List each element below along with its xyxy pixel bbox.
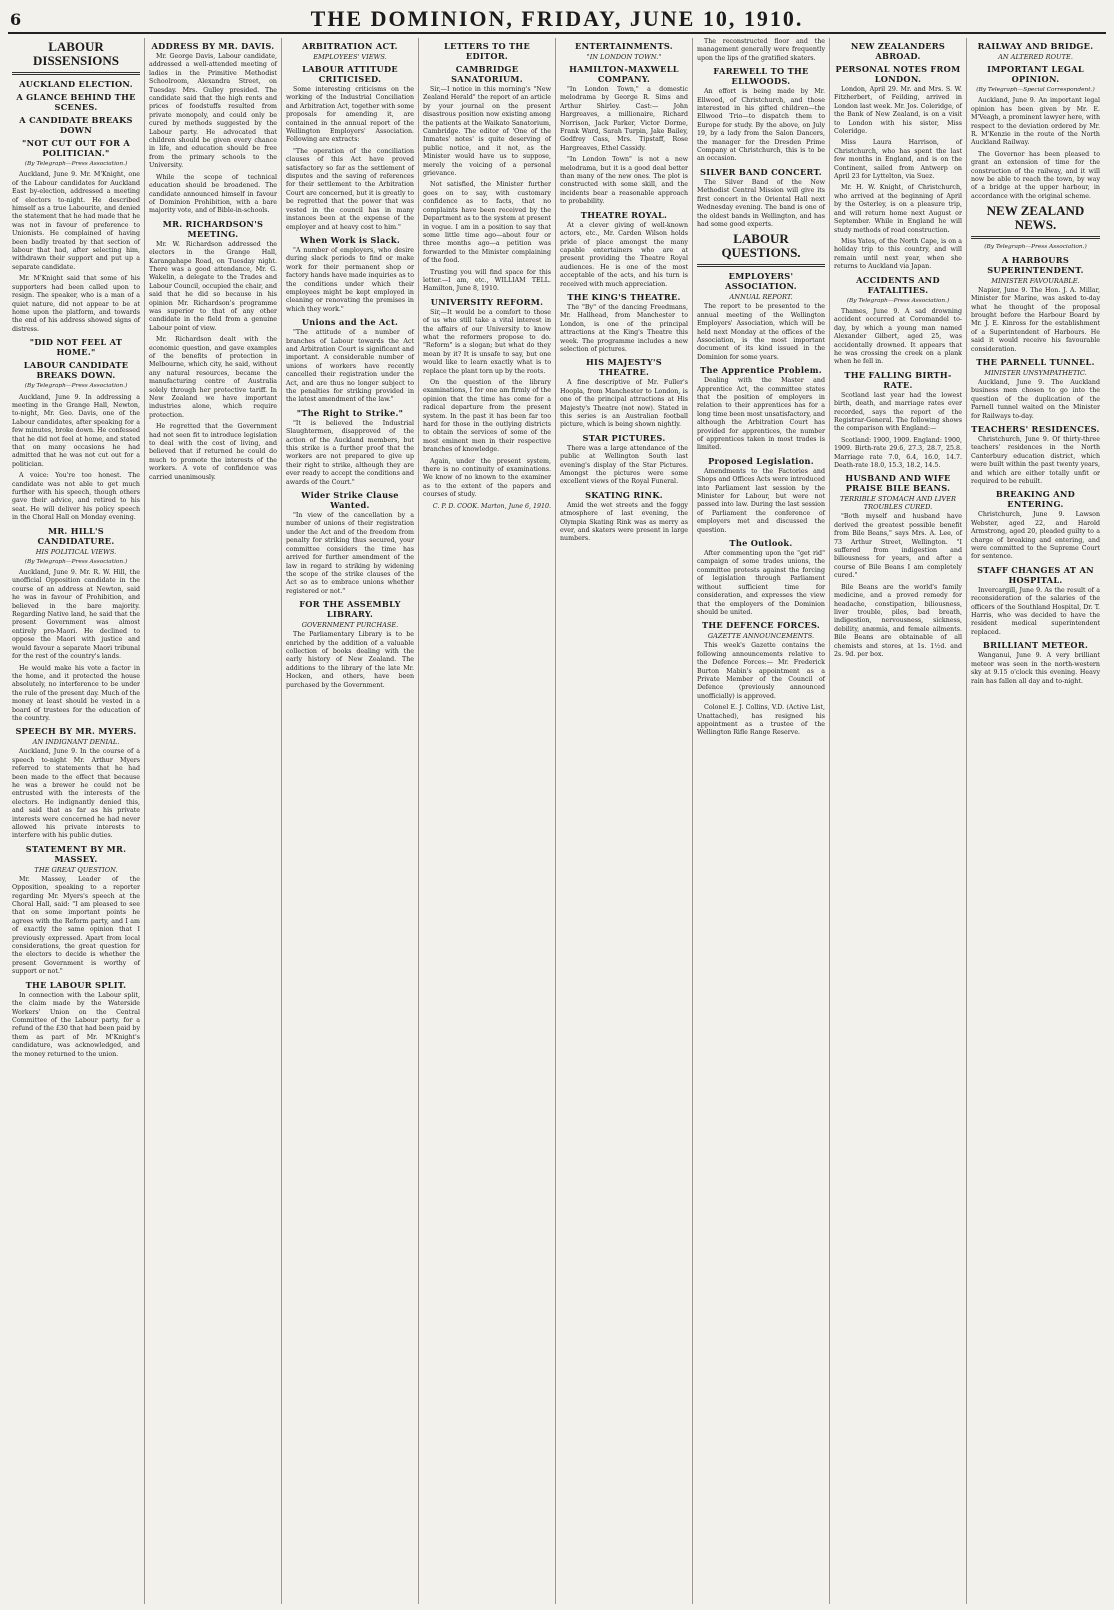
article-headline: ACCIDENTS AND FATALITIES.	[856, 274, 940, 295]
article-headline: A HARBOURS SUPERINTENDENT.	[987, 254, 1084, 275]
article-headline: SKATING RINK.	[585, 489, 663, 500]
article-headline: LETTERS TO THE EDITOR.	[443, 41, 531, 61]
article-paragraph: Auckland, June 9. In the course of a speech to-night Mr. Arthur Myers referred to statements that he had been made to the effect that because he was a brewer he could not be entrusted with the interests of the electors. He indignantly denied this, and said that as far as his private interests were concerned he had never allowed his private interests to interfere with his public duties.	[12, 748, 140, 840]
article-headline: When Work is Slack.	[299, 234, 401, 245]
article-headline: THE LABOUR SPLIT.	[25, 979, 127, 990]
article-paragraph: Mr. W. Richardson addressed the electors in the Grange Hall, Karangahape Road, on Tuesday night. There was a good attendance, Mr. G. Wakelin, a delegate to the Trades and Labour Council, occupied the chair, and said that he did so because in his opinion Mr. Richardson's programme was superior to that of any other candidate in the field from a genuine Labour point of view.	[149, 240, 277, 332]
article-paragraph: Sir,—It would be a comfort to those of us who still take a vital interest in the affairs of our University to know what the reformers propose to do. "Reform" is a slogan; but what do they mean by it? It is unsafe to say, but one would like to learn exactly what is to replace the plant torn up by the roots.	[423, 308, 551, 375]
article-paragraph: Thames, June 9. A sad drowning accident occurred at Coromandel to-day, by which a young man named Alexander Gilbert, aged 25, was accidentally drowned. It appears that he was crossing the creek on a plank when he fell in.	[834, 307, 962, 366]
article-paragraph: The Silver Band of the New Methodist Central Mission will give its first concert in the Oriental Hall next Wednesday evening. The band is one of the oldest bands in Wellington, and has had some good experts.	[697, 178, 825, 228]
column-4	[419, 38, 556, 1604]
article-headline: PERSONAL NOTES FROM LONDON.	[835, 64, 961, 84]
article-headline: LABOUR ATTITUDE CRITICISED.	[302, 64, 398, 84]
article-headline: The Outlook.	[729, 538, 793, 549]
article-paragraph: On the question of the library examinations, I for one am firmly of the opinion that the time has come for a radical departure from the present system. In the past it has been far too hard for those in the outlying districts to obtain the services of some of the most eminent men in their respective branches of knowledge.	[423, 379, 551, 454]
article-paragraph: Auckland, June 9. The Auckland business men chosen to go into the question of the duplication of the Parnell tunnel waited on the Minister for Railways to-day.	[971, 378, 1100, 420]
column-1	[8, 38, 145, 1604]
article-headline: SPEECH BY MR. MYERS.	[15, 726, 137, 737]
section-banner: LABOUR QUESTIONS.	[721, 231, 801, 261]
divider	[12, 72, 140, 75]
article-headline: "NOT CUT OUT FOR A POLITICIAN."	[22, 138, 130, 158]
letter-signature: C. P. D. COOK. Marton, June 6, 1910.	[432, 502, 551, 510]
article-paragraph: Some interesting criticisms on the working of the Industrial Conciliation and Arbitration Act, together with some proposals for amending it, are contained in the annual report of the Wellington Employers' Association. Following are extracts:	[286, 86, 414, 144]
column-7	[830, 38, 967, 1604]
article-subheadline: ANNUAL REPORT.	[729, 293, 793, 302]
article-headline: STAR PICTURES.	[582, 432, 666, 443]
article-paragraph: This week's Gazette contains the following announcements relative to the Defence Forces:— Mr. Frederick Burton Mabin's appointment as a Private Member of the Council of Defence (previously announced unofficially) is approved.	[697, 642, 825, 700]
article-byline: (By Telegraph—Press Association.)	[846, 297, 950, 304]
article-headline: THE DEFENCE FORCES.	[701, 620, 821, 631]
article-headline: MR. RICHARDSON'S MEETING.	[162, 218, 264, 239]
article-headline: A CANDIDATE BREAKS DOWN	[19, 115, 133, 135]
article-byline: (By Telegraph—Press Association.)	[24, 161, 128, 167]
article-paragraph: Mr. George Davis, Labour candidate, addressed a well-attended meeting of ladies in the Primitive Methodist Schoolroom, Alexandra Street, on Tuesday. Mrs. Gulley presided. The candidate said that the high rents and prices of foodstuffs resulted from private monopoly, and could only be cured by methods suggested by the Labour party. He advocated that children should be given every chance in life, and education should be free from the primary schools to the University.	[149, 53, 277, 170]
article-headline: STAFF CHANGES AT AN HOSPITAL.	[977, 564, 1094, 585]
article-paragraph: Trusting you will find space for this letter.—I am, etc., WILLIAM TELL. Hamilton, June 8, 1910.	[423, 268, 551, 293]
article-subheadline: "IN LONDON TOWN."	[586, 53, 662, 61]
article-subheadline: AN ALTERED ROUTE.	[998, 53, 1073, 61]
article-paragraph: Scotland: 1900, 1909. England: 1900, 1909. Birth-rate 29.6, 27.3, 28.7, 25.8. Marriage rate 7.0, 6.4, 16.0, 14.7. Death-rate 18.0, 15.3, 18.2, 14.5.	[834, 436, 962, 470]
article-headline: HIS MAJESTY'S THEATRE.	[585, 357, 663, 378]
article-paragraph: Napier, June 9. The Hon. J. A. Millar, Minister for Marine, was asked to-day what he thought of the proposal brought before the Harbour Board by Mr. J. E. Kinross for the establishment of a Superintendent of Harbours. He said it would receive his favourable consideration.	[971, 286, 1100, 353]
article-headline: FOR THE ASSEMBLY LIBRARY.	[299, 599, 401, 620]
article-paragraph: Not satisfied, the Minister further goes on to say, with customary confidence as to facts, that no complaints have been received by the Department as to the system at present in vogue. I am in a position to say that some little time ago—about four or three months ago—a petition was forwarded to the Minister complaining of the food.	[423, 181, 551, 265]
article-paragraph: Colonel E. J. Collins, V.D. (Active List, Unattached), has resigned his appointment as a trustee of the Wellington Rifle Range Reserve.	[697, 704, 825, 737]
article-headline: UNIVERSITY REFORM.	[430, 296, 544, 307]
article-paragraph: "It is believed the Industrial Slaughtermen, disapproved of the action of the Auckland members, but this strike is a further proof that the workers are not prepared to give up their right to strike, although they are ever ready to accept the conditions and awards of the Court."	[286, 419, 414, 486]
article-paragraph: Mr. Richardson dealt with the economic question, and gave examples of the benefits of protection in Melbourne, which city, he said, without any natural resources, became the manufacturing centre of Australia solely through her protective tariff. In New Zealand we have important industries alone, which require protection.	[149, 336, 277, 419]
article-headline: THEATRE ROYAL.	[580, 209, 668, 220]
article-subheadline: AN INDIGNANT DENIAL.	[32, 738, 120, 747]
article-paragraph: Sir,—I notice in this morning's "New Zealand Herald" the report of an article by your journal on the present disastrous position now existing among the patients at the Waikato Sanatorium, Cambridge. The editor of 'One of the Inmates' notes' is quite deserving of public notice, and it not, as the Minister would have us to suppose, merely the voicing of a personal grievance.	[423, 86, 551, 178]
article-paragraph: At a clever giving of well-known actors, etc., Mr. Carden Wilson holds pride of place amongst the many capable entertainers who are at present providing the Theatre Royal audiences. He is one of the most acceptable of the acts, and his turn is received with much appreciation.	[560, 221, 688, 288]
article-paragraph: He would make his vote a factor in the home, and it protected the house absolutely, no interference to be under the rule of the present day. Much of the money at least should be vested in a board of trustees for the education of the country.	[12, 664, 140, 722]
columns	[8, 38, 1106, 1604]
column-8	[967, 38, 1104, 1604]
article-headline: Unions and the Act.	[301, 317, 399, 328]
article-headline: MR. HILL'S CANDIDATURE.	[37, 525, 115, 546]
article-paragraph: "In view of the cancellation by a number of unions of their registration under the Act and of the freedom from penalty for striking thus secured, your committee considers the time has arrived for further amendment of the law in regard to striking by widening the scope of the strike clauses of the Act so as to embrace unions whether registered or not."	[286, 512, 414, 595]
article-paragraph: Miss Laura Harrison, of Christchurch, who has spent the last few months in England, and is on the Continent, sailed from Antwerp on April 23 for Lyttelton, via Suez.	[834, 139, 962, 181]
article-paragraph: The Parliamentary Library is to be enriched by the addition of a valuable collection of books dealing with the early history of New Zealand. The additions to the library of the late Mr. Hocken, and others, have been purchased by the Government.	[286, 631, 414, 689]
article-byline: (By Telegraph—Press Association.)	[24, 383, 128, 390]
article-paragraph: Dealing with the Master and Apprentice Act, the committee states that the position of employers in relation to their apprentices has for a long time been most unsatisfactory, and although the Arbitration Court has provided for apprentices, the number of apprentices taken in most trades is limited.	[697, 377, 825, 452]
newspaper-title: THE DOMINION, FRIDAY, JUNE 10, 1910.	[310, 6, 804, 31]
divider	[971, 236, 1100, 239]
article-paragraph: A voice: You're too honest. The candidate was not able to get much further with his speech, though others gave their advice, and retired to his seat. He will deliver his policy speech in the Choral Hall on Monday evening.	[12, 472, 140, 522]
article-paragraph: London, April 29. Mr. and Mrs. S. W. Fitzherbert, of Feilding, arrived in London last week. Mr. Jos. Coleridge, of the Bank of New Zealand, is on a visit to London with his sister, Miss Coleridge.	[834, 86, 962, 136]
article-paragraph: After commenting upon the "get rid" campaign of some trades unions, the committee protests against the forcing of legislation through Parliament without sufficient time for consideration, and expresses the view that the employers of the Dominion should be united.	[697, 550, 825, 616]
article-paragraph: Auckland, June 9. An important legal opinion has been given by Mr. E. M'Veagh, a prominent lawyer here, with respect to the deviation ordered by Mr. R. M'Kenzie in the route of the North Auckland Railway.	[971, 97, 1100, 147]
article-headline: STATEMENT BY MR. MASSEY.	[25, 843, 127, 864]
article-paragraph: Again, under the present system, there is no continuity of examinations. We know of no known to the examiner as to the extent of the papers and courses of study.	[423, 457, 551, 499]
article-paragraph: There was a large attendance of the public at Wellington South last evening's display of the Star Pictures. Amongst the pictures were some excellent views of the Royal Funeral.	[560, 444, 688, 486]
article-subheadline: GOVERNMENT PURCHASE.	[301, 621, 399, 630]
article-paragraph: Mr. M'Knight said that some of his supporters had been called upon to resign. The speaker, who is a man of a quiet nature, did not appear to be at home upon the platform, and towards the end of his address showed signs of distress.	[12, 275, 140, 333]
article-paragraph: "Both myself and husband have derived the greatest possible benefit from Bile Beans," says Mrs. A. Lee, of 73 Arthur Street, Wellington. "I suffered from indigestion and biliousness for years, and after a course of Bile Beans I am completely cured."	[834, 513, 962, 580]
section-banner: LABOUR DISSENSIONS	[33, 39, 119, 68]
article-headline: SILVER BAND CONCERT.	[700, 166, 822, 177]
article-headline: HUSBAND AND WIFE PRAISE BILE BEANS.	[845, 473, 951, 494]
article-headline: THE FALLING BIRTH-RATE.	[844, 369, 952, 390]
article-paragraph: "In London Town," a domestic melodrama by George R. Sims and Arthur Shirley. Cast:— John Hargreaves, a millionaire, Richard Norrison, Jack Parker, Victor Dorme, Frank Ward, Sarah Turpin, Jake Bailey, Godfrey Cass, Mrs. Tipstaff, Rose Hargreaves, Ethel Cassidy.	[560, 86, 688, 152]
article-paragraph: Christchurch, June 9. Lawson Webster, aged 22, and Harold Armstrong, aged 20, pleaded guilty to a charge of breaking and entering, and were committed to the Supreme Court for sentence.	[971, 511, 1100, 561]
column-3	[282, 38, 419, 1604]
article-headline: THE KING'S THEATRE.	[567, 291, 681, 302]
article-paragraph: Miss Yates, of the North Cape, is on a holiday trip to this country, and will remain until next year, when she returns to Auckland via Japan.	[834, 237, 962, 271]
article-paragraph: He regretted that the Government had not seen fit to introduce legislation to deal with the cost of living, and believed that if returned he could do much to promote the interests of the workers. A vote of confidence was carried unanimously.	[149, 423, 277, 481]
article-paragraph: The report to be presented to the annual meeting of the Wellington Employers' Association, which will be held next Monday at the offices of the Association, is the most important document of its kind issued in the Dominion for some years.	[697, 303, 825, 361]
article-paragraph: In connection with the Labour split, the claim made by the Waterside Workers' Union on the Central Committee of the Labour party, for a refund of the £30 that had been paid by them as part of Mr. M'Knight's candidature, was acknowledged, and the money returned to the union.	[12, 991, 140, 1058]
article-byline: (By Telegraph—Press Association.)	[24, 558, 128, 565]
article-paragraph: Auckland, June 9. Mr. R. W. Hill, the unofficial Opposition candidate in the course of an address at Newton, said he was in favour of Prohibition, and believed in the bare majority. Regarding Native land, he said that the present Government was almost entirely pro-Maori. He declined to oppose the Maori with justice and would favour a separate Maori tribunal for the rest of the country's lands.	[12, 569, 140, 661]
article-byline: (By Telegraph—Special Correspondent.)	[976, 87, 1095, 93]
article-paragraph: Auckland, June 9. Mr. M'Knight, one of the Labour candidates for Auckland East by-election, addressed a meeting of electors to-night. He described himself as a true Labourite, and denied the statement that he had made that he was not in favour of preference to Unionists. He complained of having been badly treated by that section of labour that had, after selecting him, withdrawn their support and put up a separate candidate.	[12, 171, 140, 271]
article-paragraph: "The operation of the conciliation clauses of this Act have proved satisfactory so far as the settlement of disputes and the saving of references for their settlement to the Arbitration Court are concerned, but it is greatly to be regretted that the power that was vested in the council has in many instances been at the expense of the employer and at heavy cost to him."	[286, 147, 414, 231]
article-headline: EMPLOYERS' ASSOCIATION.	[725, 271, 797, 292]
article-paragraph: While the scope of technical education should be broadened. The candidate announced himself in favour of Dominion Prohibition, with a bare majority vote, and of Bible-in-schools.	[149, 173, 277, 215]
article-headline: "DID NOT FEEL AT HOME."	[29, 337, 123, 358]
article-subheadline: EMPLOYEES' VIEWS.	[313, 53, 387, 61]
article-subheadline: MINISTER FAVOURABLE.	[991, 276, 1080, 285]
article-headline: FAREWELL TO THE ELLWOODS.	[713, 66, 809, 87]
article-paragraph: Wanganui, June 9. A very brilliant meteor was seen in the north-western sky at 9.15 o'clock this evening. Heavy rain has fallen all day and to-night.	[971, 652, 1100, 685]
article-headline: LABOUR CANDIDATE BREAKS DOWN.	[23, 360, 129, 381]
article-subheadline: THE GREAT QUESTION.	[34, 865, 118, 874]
article-headline: ENTERTAINMENTS.	[575, 41, 673, 51]
column-6	[693, 38, 830, 1604]
article-paragraph: Mr. Massey, Leader of the Opposition, speaking to a reporter regarding Mr. Myers's speech at the Choral Hall, said: "I am pleased to see that on some important points he agrees with the Reform party, and I am of exactly the same opinion that I previously expressed. Apart from local considerations, the great question for the electors to decide is whether the present Government is worthy of support or not."	[12, 875, 140, 976]
article-paragraph: The Governor has been pleased to grant an extension of time for the construction of the railway, and it will now be able to reach the town, by way of a bridge at the upper harbour, in accordance with the original scheme.	[971, 150, 1100, 200]
article-subheadline: HIS POLITICAL VIEWS.	[35, 547, 117, 556]
article-paragraph: A fine descriptive of Mr. Fuller's Hoopla, from Manchester to London, is one of the principal attractions at His Majesty's Theatre (not now). Stated in this series is an Australian football picture, which is being shown nightly.	[560, 379, 688, 429]
article-paragraph: Scotland last year had the lowest birth, death, and marriage rates ever recorded, says the report of the Registrar-General. The following shows the comparison with England:—	[834, 391, 962, 433]
article-headline: HAMILTON-MAXWELL COMPANY.	[569, 64, 679, 84]
article-paragraph: Amendments to the Factories and Shops and Offices Acts were introduced into Parliament last session by the Minister for Labour, but were not passed into law. During the last session of Parliament the conference of employers met and discussed the question.	[697, 467, 825, 534]
article-headline: RAILWAY AND BRIDGE.	[977, 41, 1094, 51]
section-banner: NEW ZEALAND NEWS.	[986, 203, 1085, 233]
article-paragraph: "The attitude of a number of branches of Labour towards the Act and Arbitration Court is significant and important. A considerable number of unions of workers have recently cancelled their registration under the Act, and are thus no longer subject to the penalties for striking provided in the latest amendment of the law."	[286, 329, 414, 404]
article-paragraph: The "By" of the dancing Freedmans, Mr. Hallhead, from Manchester to London, is one of the principal attractions at the King's Theatre this week. The programme includes a new selection of pictures.	[560, 303, 688, 353]
article-headline: A GLANCE BEHIND THE SCENES.	[16, 92, 136, 112]
article-headline: Proposed Legislation.	[708, 455, 814, 466]
article-subheadline: TERRIBLE STOMACH AND LIVER TROUBLES CURED.	[839, 495, 957, 512]
article-headline: AUCKLAND ELECTION.	[19, 79, 133, 89]
article-headline: THE PARNELL TUNNEL.	[976, 356, 1095, 367]
article-paragraph: The reconstructed floor and the management generally were frequently upon the lips of the gratified skaters.	[697, 38, 825, 62]
masthead	[8, 6, 1106, 34]
page-number: 6	[10, 9, 22, 29]
article-headline: IMPORTANT LEGAL OPINION.	[987, 64, 1084, 84]
article-headline: CAMBRIDGE SANATORIUM.	[451, 64, 523, 84]
column-5	[556, 38, 693, 1604]
article-headline: ARBITRATION ACT.	[302, 41, 398, 51]
article-headline: Wider Strike Clause Wanted.	[301, 490, 399, 511]
article-paragraph: Auckland, June 9. In addressing a meeting in the Grange Hall, Newton, to-night, Mr. Geo. Davis, one of the Labour candidates, after speaking for a few minutes, broke down. He confessed that he did not feel at home, and stated that on many occasions he had admitted that he was not cut out for a politician.	[12, 393, 140, 468]
article-headline: BRILLIANT METEOR.	[982, 640, 1089, 651]
article-subheadline: MINISTER UNSYMPATHETIC.	[984, 368, 1087, 377]
article-paragraph: Amid the wet streets and the foggy atmosphere of last evening, the Olympia Skating Rink was as merry as ever, and skaters were present in large numbers.	[560, 501, 688, 543]
article-byline: (By Telegraph—Press Association.)	[984, 244, 1087, 251]
divider	[697, 264, 825, 267]
article-paragraph: Christchurch, June 9. Of thirty-three teachers' residences in the North Canterbury education district, which were built within the past twenty years, and which are either totally unfit or required to be rebuilt.	[971, 435, 1100, 485]
article-paragraph: Bile Beans are the world's family medicine, and a proved remedy for headache, constipation, biliousness, liver trouble, piles, bad breath, indigestion, nervousness, sickness, debility, anæmia, and female ailments. Bile Beans are obtainable of all chemists and stores, at 1s. 1½d. and 2s. 9d. per box.	[834, 583, 962, 658]
article-headline: "The Right to Strike."	[296, 407, 404, 418]
article-headline: The Apprentice Problem.	[700, 365, 822, 376]
article-headline: BREAKING AND ENTERING.	[995, 489, 1076, 510]
article-subheadline: GAZETTE ANNOUNCEMENTS.	[707, 632, 815, 641]
article-headline: ADDRESS BY MR. DAVIS.	[151, 41, 275, 51]
article-paragraph: An effort is being made by Mr. Ellwood, of Christchurch, and those interested in his gifted children—the Ellwood Trio—to dispatch them to Europe for study. By the above, on July 19, by a lady from the Salon Dancers, the manager for the Dresden Prime Company at Christchurch, this is to be an occasion.	[697, 88, 825, 163]
article-paragraph: Mr. H. W. Knight, of Christchurch, who arrived at the beginning of April by the Osterley, is on a pleasure trip, and will return home next August or September. While in England he will study methods of road construction.	[834, 184, 962, 234]
article-paragraph: "A number of employers, who desire during slack periods to find or make work for their permanent shop or factory hands have made inquiries as to the conditions under which their employees might be kept employed in cleaning or renovating the premises in which they work."	[286, 246, 414, 313]
article-paragraph: Invercargill, June 9. As the result of a reconsideration of the salaries of the officers of the Southland Hospital, Dr. T. Harris, who was decided to have the resident medical superintendent replaced.	[971, 586, 1100, 636]
article-headline: NEW ZEALANDERS ABROAD.	[850, 41, 946, 61]
article-headline: TEACHERS' RESIDENCES.	[971, 423, 1100, 434]
column-2	[145, 38, 282, 1604]
article-paragraph: "In London Town" is not a new melodrama, but it is a good deal better than many of the new ones. The plot is constructed with some skill, and the incidents bear a reasonable approach to probability.	[560, 156, 688, 206]
